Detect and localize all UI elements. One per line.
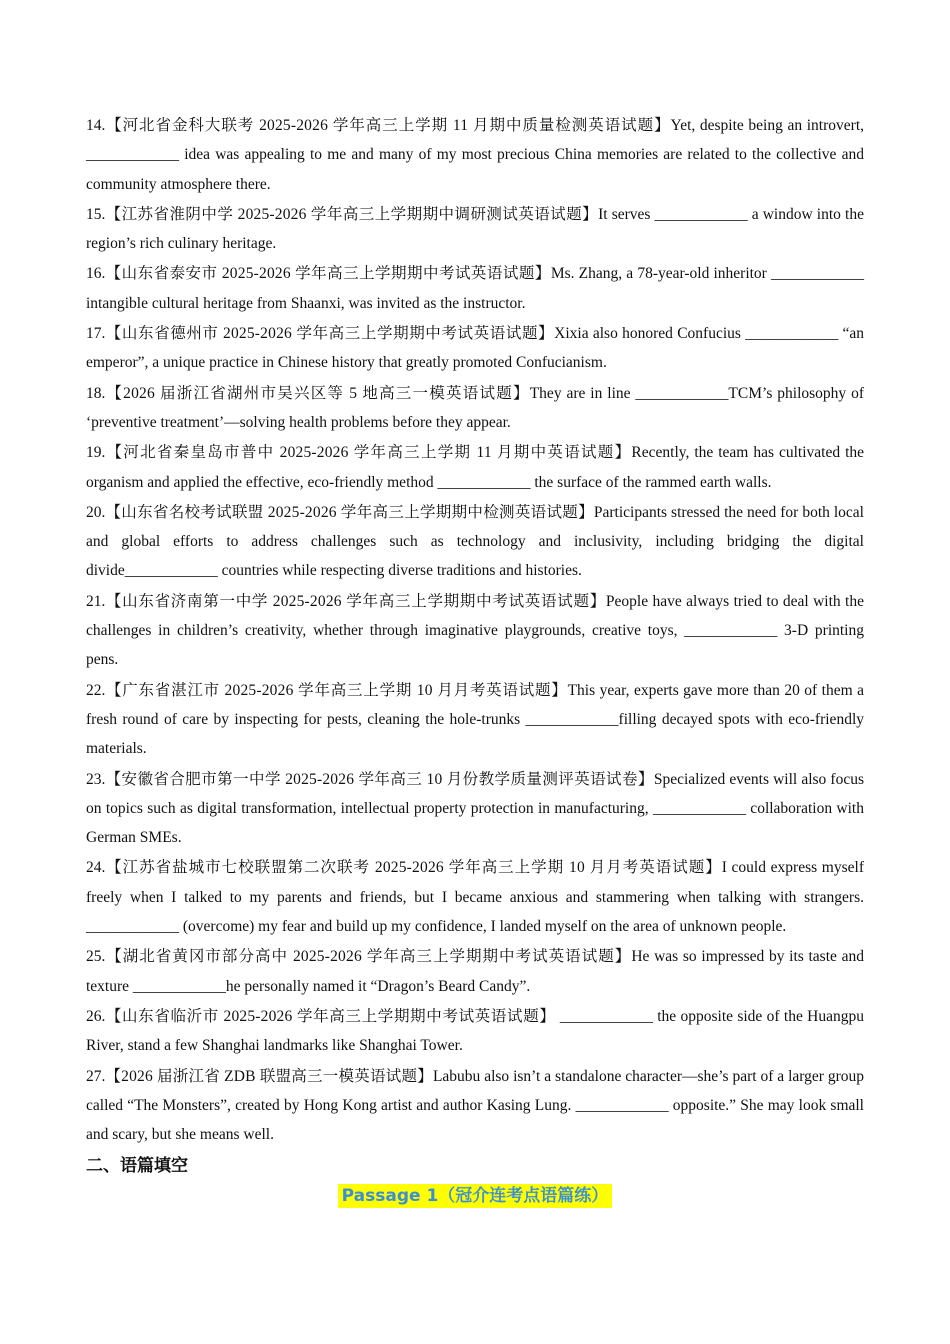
question-source: 【河北省金科大联考 2025-2026 学年高三上学期 11 月期中质量检测英语试题】 [105,117,671,134]
question-source: 【江苏省淮阴中学 2025-2026 学年高三上学期期中调研测试英语试题】 [105,205,599,223]
question-text: Xixia also honored Confucius ____________ “an emperor”, a unique practice in Chinese history that greatly promoted Confucianism. [86,325,864,372]
question-number: 23. [86,770,106,788]
question-source: 【广东省湛江市 2025-2026 学年高三上学期 10 月月考英语试题】 [105,681,568,699]
question-source: 【2026 届浙江省 ZDB 联盟高三一模英语试题】 [105,1067,433,1085]
question-text: People have always tried to deal with the challenges in children’s creativity, whether through imaginative playgrounds, creative toys, ____________ 3-D printing pens. [86,592,864,669]
question-text: ____________ the opposite side of the Huangpu River, stand a few Shanghai landmarks like Shanghai Tower. [86,1007,864,1055]
question-text: Specialized events will also focus on topics such as digital transformation, intellectual property protection in manufacturing, ____________ collaboration with German SMEs. [86,770,864,847]
question-item [86,379,864,438]
question-number: 17. [86,325,106,343]
question-item [86,1062,864,1150]
question-text: It serves ____________ a window into the region’s rich culinary heritage. [86,205,864,253]
question-number: 25. [86,948,106,966]
question-item [86,438,864,497]
section-heading: 二、语篇填空 [86,1156,188,1177]
question-text: He was so impressed by its taste and texture ____________he personally named it “Dragon’s Beard Candy”. [86,948,864,995]
question-text: This year, experts gave more than 20 of them a fresh round of care by inspecting for pests, cleaning the hole-trunks ____________filling decayed spots with eco-friendly materials. [86,681,864,758]
question-item [86,319,864,378]
question-number: 24. [86,859,106,877]
question-text: Participants stressed the need for both local and global efforts to address challenges such as technology and inclusivity, including bridging the digital divide____________ countries while respecting diverse traditions and histories. [86,503,864,580]
question-item [86,259,864,318]
question-source: 【湖北省黄冈市部分高中 2025-2026 学年高三上学期期中考试英语试题】 [105,948,632,966]
document-page [86,111,864,1212]
question-item [86,498,864,586]
question-text: I could express myself freely when I talked to my parents and friends, but I became anxious and stammering when talking with strangers. ____________ (overcome) my fear and build up my confidence, I landed myself on the area of unknown people. [86,859,864,936]
question-source: 【山东省泰安市 2025-2026 学年高三上学期期中考试英语试题】 [105,265,551,283]
question-text: Yet, despite being an introvert, ____________ idea was appealing to me and many of my most precious China memories are related to the collective and community atmosphere there. [86,117,864,193]
question-number: 19. [86,444,106,462]
question-text: Labubu also isn’t a standalone character—she’s part of a larger group called “The Monsters”, created by Hong Kong artist and author Kasing Lung. ____________ opposite.” She may look small and scary, but she means well. [86,1067,864,1144]
question-source: 【河北省秦皇岛市普中 2025-2026 学年高三上学期 11 月期中英语试题】 [105,444,632,462]
question-item [86,200,864,259]
question-number: 16. [86,265,106,283]
question-text: Recently, the team has cultivated the organism and applied the effective, eco-friendly method ____________ the surface of the rammed earth walls. [86,444,864,491]
passage-title-wrap [86,1182,864,1211]
question-source: 【2026 届浙江省湖州市吴兴区等 5 地高三一模英语试题】 [105,384,530,402]
question-source: 【江苏省盐城市七校联盟第二次联考 2025-2026 学年高三上学期 10 月月考英语试题】 [105,859,722,877]
question-list [86,111,864,1149]
question-item [86,853,864,941]
question-source: 【山东省济南第一中学 2025-2026 学年高三上学期期中考试英语试题】 [105,592,606,610]
question-item [86,942,864,1001]
question-text: Ms. Zhang, a 78-year-old inheritor ____________ intangible cultural heritage from Shaanxi, was invited as the instructor. [86,265,864,312]
question-item [86,676,864,764]
question-item [86,1002,864,1061]
question-item [86,765,864,853]
question-number: 27. [86,1067,106,1085]
question-source: 【安徽省合肥市第一中学 2025-2026 学年高三 10 月份教学质量测评英语试卷】 [105,770,654,788]
passage-title: Passage 1（冠介连考点语篇练） [338,1184,613,1208]
question-number: 26. [86,1007,106,1025]
question-number: 21. [86,592,106,610]
question-item [86,587,864,675]
question-source: 【山东省临沂市 2025-2026 学年高三上学期期中考试英语试题】 [105,1007,556,1025]
question-number: 22. [86,681,106,699]
question-number: 15. [86,205,106,223]
question-source: 【山东省德州市 2025-2026 学年高三上学期期中考试英语试题】 [105,325,555,343]
question-source: 【山东省名校考试联盟 2025-2026 学年高三上学期期中检测英语试题】 [105,503,594,521]
question-number: 18. [86,384,106,402]
question-text: They are in line ____________TCM’s philosophy of ‘preventive treatment’—solving health problems before they appear. [86,384,864,431]
question-number: 20. [86,503,106,521]
question-number: 14. [86,117,106,134]
question-item [86,111,864,199]
